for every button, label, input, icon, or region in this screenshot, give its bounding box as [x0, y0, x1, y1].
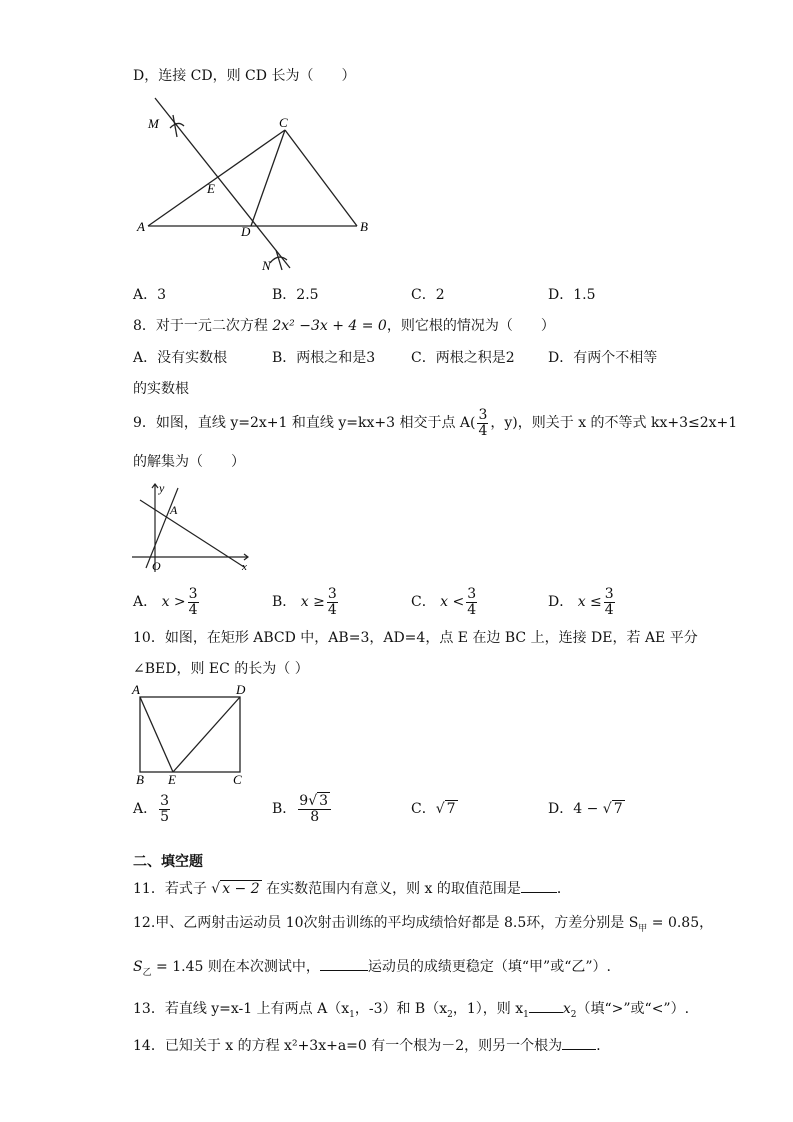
q10-option-a: A． $\frac{3}{5}$ [133, 793, 170, 825]
q10-option-b: B． $\frac{9√ 3}{8}$ [272, 794, 333, 824]
q10-stem-line2: ∠BED，则 EC 的长为（ ） [133, 661, 309, 677]
segment-de [173, 697, 240, 772]
label-n: N [262, 258, 271, 273]
q12-line1: 12.甲、乙两射击运动员 10次射击训练的平均成绩恰好都是 8.5环，方差分别是 $S_甲 = 0.85$， [133, 915, 714, 934]
segment-cd [251, 130, 285, 226]
q12-line2: $S_乙 = 1.45$ 则在本次测试中， 运动员的成绩更稳定（填“甲”或“乙”）. [133, 959, 611, 978]
label-a: A [170, 503, 178, 517]
label-a: A [132, 682, 140, 697]
q14-stem: 14．已知关于 x 的方程 x²+3x+a=0 有一个根为－2，则另一个根为 ． [133, 1038, 611, 1054]
q8-equation: 2x² −3x + 4 = 0 [272, 318, 387, 334]
label-c: C [279, 115, 288, 130]
q9-stem-line2: 的解集为（ ） [133, 454, 245, 470]
q12-answer-blank[interactable] [320, 958, 368, 971]
q8-option-c: C．两根之积是2 [411, 350, 515, 366]
q7-figure [130, 90, 380, 275]
q9-graph [128, 478, 258, 578]
label-d: D [241, 224, 251, 239]
rectangle-abcd [140, 697, 240, 772]
q8-option-b: B．两根之和是3 [272, 350, 376, 366]
q10-figure [130, 680, 255, 790]
q9-option-a: A． x > $\frac{3}{4}$ [133, 586, 198, 618]
q11-answer-blank[interactable] [521, 880, 557, 893]
label-e: E [168, 772, 176, 787]
q9-option-d: D． x ≤ $\frac{3}{4}$ [548, 586, 614, 618]
label-o: O [152, 559, 161, 573]
segment-ae [140, 697, 173, 772]
label-b: B [136, 772, 144, 787]
q7-option-b: B．2.5 [272, 287, 319, 303]
q8-option-a: A．没有实数根 [133, 350, 228, 366]
q7-option-c: C．2 [411, 287, 445, 303]
label-c: C [233, 772, 242, 787]
label-e: E [207, 181, 215, 196]
label-d: D [236, 682, 246, 697]
q11-radicand: x − 2 [222, 881, 260, 897]
q8-option-d: D．有两个不相等 [548, 350, 658, 366]
q10-stem: 10．如图，在矩形 ABCD 中，AB=3，AD=4，点 E 在边 BC 上，连接 DE，若 AE 平分 [133, 630, 698, 646]
segment-cb [285, 130, 357, 226]
q9-option-c: C． x < $\frac{3}{4}$ [411, 586, 477, 618]
q7-stem: D，连接 CD，则 CD 长为（ ） [133, 68, 356, 84]
label-m: M [148, 116, 159, 131]
label-x: x [242, 561, 247, 573]
q7-option-d: D．1.5 [548, 287, 596, 303]
q13-stem: 13．若直线 y=x-1 上有两点 $A(x_1$，-3）和 $B(x_2$，1），则 $x_1$ $x_2$（填“>”或“<”）. [133, 1001, 690, 1020]
section-title-fill-in: 二、填空题 [133, 854, 203, 870]
q9-stem: 9．如图，直线 y=2x+1 和直线 y=kx+3 相交于点 A( $\frac{3}{4}$ ，y)，则关于 x 的不等式 kx+3≤2x+1 [133, 407, 738, 439]
q14-answer-blank[interactable] [562, 1037, 596, 1050]
q8-option-d-continuation: 的实数根 [133, 381, 189, 397]
line-y-2x-plus-1 [146, 488, 178, 568]
label-a: A [137, 219, 145, 234]
segment-ac [148, 130, 285, 226]
q7-option-a: A．3 [133, 287, 167, 303]
label-y: y [159, 481, 165, 495]
label-b: B [360, 219, 368, 234]
q10-option-c: C．√ 7 [411, 801, 456, 817]
q9-point-fraction: $\frac{3}{4}$ [478, 407, 488, 439]
arc-tick-m [173, 115, 177, 137]
arc-tick-n [276, 250, 282, 270]
q10-option-d: D．4 − √ 7 [548, 801, 623, 817]
q11-stem: 11．若式子 √ x − 2 在实数范围内有意义，则 x 的取值范围是 ． [133, 881, 571, 897]
q8-stem: 8．对于一元二次方程 2x² −3x + 4 = 0，则它根的情况为（ ） [133, 318, 555, 334]
q9-option-b: B． x ≥ $\frac{3}{4}$ [272, 586, 337, 618]
q13-answer-blank[interactable] [529, 1000, 563, 1013]
